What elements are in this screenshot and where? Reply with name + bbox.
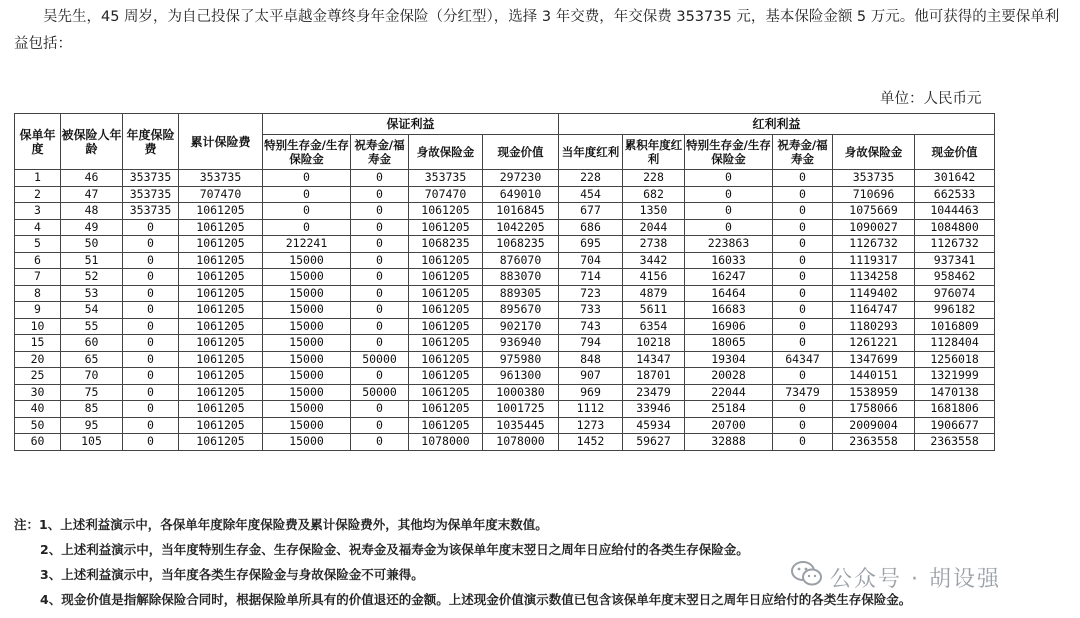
cell-dividend-current: 969: [559, 384, 623, 401]
cell-guaranteed-birthday: 0: [351, 203, 409, 220]
cell-insured-age: 75: [61, 384, 123, 401]
cell-cumulative-premium: 1061205: [179, 368, 263, 385]
cell-dividend-survival: 19304: [685, 351, 773, 368]
cell-dividend-accum: 23479: [623, 384, 685, 401]
cell-insured-age: 52: [61, 269, 123, 286]
cell-guaranteed-birthday: 0: [351, 401, 409, 418]
cell-guaranteed-birthday: 0: [351, 219, 409, 236]
cell-guaranteed-cash: 1068235: [483, 236, 559, 253]
cell-cumulative-premium: 1061205: [179, 417, 263, 434]
cell-guaranteed-cash: 902170: [483, 318, 559, 335]
watermark: [790, 560, 1001, 594]
cell-guaranteed-death: 1061205: [409, 252, 483, 269]
cell-dividend-death: 1119317: [833, 252, 915, 269]
header-guaranteed-birthday: 祝寿金/福寿金: [351, 135, 409, 170]
header-dividend-cash: 现金价值: [915, 135, 995, 170]
cell-dividend-accum: 4879: [623, 285, 685, 302]
cell-dividend-birthday: 0: [773, 417, 833, 434]
cell-guaranteed-death: 1078000: [409, 434, 483, 451]
cell-cumulative-premium: 1061205: [179, 252, 263, 269]
cell-insured-age: 47: [61, 186, 123, 203]
cell-policy-year: 1: [15, 170, 61, 187]
cell-annual-premium: 0: [123, 269, 179, 286]
table-body: [15, 170, 995, 451]
header-dividend-birthday: 祝寿金/福寿金: [773, 135, 833, 170]
cell-annual-premium: 0: [123, 401, 179, 418]
table-row: [15, 351, 995, 368]
cell-policy-year: 25: [15, 368, 61, 385]
cell-dividend-survival: 18065: [685, 335, 773, 352]
cell-policy-year: 7: [15, 269, 61, 286]
cell-dividend-birthday: 0: [773, 269, 833, 286]
cell-insured-age: 53: [61, 285, 123, 302]
cell-dividend-cash: 662533: [915, 186, 995, 203]
header-guaranteed-group: 保证利益: [263, 114, 559, 135]
table-row: [15, 384, 995, 401]
cell-guaranteed-birthday: 0: [351, 186, 409, 203]
cell-dividend-survival: 16906: [685, 318, 773, 335]
cell-dividend-current: 1452: [559, 434, 623, 451]
header-guaranteed-survival: 特别生存金/生存保险金: [263, 135, 351, 170]
cell-guaranteed-cash: 1035445: [483, 417, 559, 434]
cell-guaranteed-birthday: 0: [351, 302, 409, 319]
cell-dividend-accum: 2044: [623, 219, 685, 236]
table-row: [15, 269, 995, 286]
cell-guaranteed-survival: 15000: [263, 384, 351, 401]
cell-cumulative-premium: 1061205: [179, 434, 263, 451]
cell-guaranteed-cash: 889305: [483, 285, 559, 302]
cell-guaranteed-cash: 1000380: [483, 384, 559, 401]
cell-cumulative-premium: 1061205: [179, 219, 263, 236]
cell-guaranteed-death: 353735: [409, 170, 483, 187]
cell-insured-age: 60: [61, 335, 123, 352]
cell-cumulative-premium: 1061205: [179, 318, 263, 335]
cell-insured-age: 70: [61, 368, 123, 385]
cell-policy-year: 10: [15, 318, 61, 335]
cell-guaranteed-birthday: 0: [351, 335, 409, 352]
cell-guaranteed-survival: 15000: [263, 302, 351, 319]
cell-guaranteed-birthday: 0: [351, 318, 409, 335]
cell-dividend-current: 733: [559, 302, 623, 319]
cell-annual-premium: 0: [123, 236, 179, 253]
cell-dividend-current: 228: [559, 170, 623, 187]
cell-dividend-current: 1273: [559, 417, 623, 434]
cell-insured-age: 48: [61, 203, 123, 220]
cell-dividend-death: 2009004: [833, 417, 915, 434]
cell-dividend-death: 1440151: [833, 368, 915, 385]
cell-guaranteed-death: 1068235: [409, 236, 483, 253]
cell-guaranteed-cash: 649010: [483, 186, 559, 203]
header-annual-premium: 年度保险费: [123, 114, 179, 170]
cell-dividend-birthday: 0: [773, 335, 833, 352]
cell-dividend-death: 2363558: [833, 434, 915, 451]
cell-dividend-survival: 16464: [685, 285, 773, 302]
cell-guaranteed-cash: 1042205: [483, 219, 559, 236]
cell-dividend-survival: 0: [685, 186, 773, 203]
cell-dividend-current: 907: [559, 368, 623, 385]
cell-annual-premium: 0: [123, 368, 179, 385]
cell-guaranteed-birthday: 50000: [351, 384, 409, 401]
cell-dividend-cash: 1321999: [915, 368, 995, 385]
cell-dividend-survival: 20700: [685, 417, 773, 434]
header-dividend-current: 当年度红利: [559, 135, 623, 170]
note-item: 3、上述利益演示中，当年度各类生存保险金与身故保险金不可兼得。: [40, 567, 424, 582]
cell-guaranteed-death: 1061205: [409, 318, 483, 335]
table-row: [15, 203, 995, 220]
cell-dividend-current: 454: [559, 186, 623, 203]
cell-guaranteed-birthday: 0: [351, 434, 409, 451]
cell-dividend-birthday: 0: [773, 252, 833, 269]
cell-policy-year: 15: [15, 335, 61, 352]
cell-dividend-cash: 1016809: [915, 318, 995, 335]
cell-guaranteed-birthday: 0: [351, 170, 409, 187]
cell-dividend-accum: 45934: [623, 417, 685, 434]
cell-cumulative-premium: 1061205: [179, 236, 263, 253]
cell-dividend-death: 1180293: [833, 318, 915, 335]
cell-guaranteed-survival: 15000: [263, 318, 351, 335]
cell-guaranteed-survival: 15000: [263, 401, 351, 418]
cell-dividend-cash: 1126732: [915, 236, 995, 253]
cell-dividend-death: 1134258: [833, 269, 915, 286]
cell-dividend-death: 353735: [833, 170, 915, 187]
cell-dividend-current: 723: [559, 285, 623, 302]
benefit-table: [14, 113, 995, 451]
cell-guaranteed-death: 1061205: [409, 401, 483, 418]
unit-label: 单位：人民币元: [880, 91, 982, 107]
table-row: [15, 285, 995, 302]
cell-annual-premium: 353735: [123, 170, 179, 187]
cell-dividend-survival: 16247: [685, 269, 773, 286]
cell-cumulative-premium: 1061205: [179, 302, 263, 319]
cell-guaranteed-cash: 883070: [483, 269, 559, 286]
cell-guaranteed-death: 1061205: [409, 302, 483, 319]
cell-insured-age: 51: [61, 252, 123, 269]
cell-guaranteed-death: 1061205: [409, 219, 483, 236]
table-row: [15, 434, 995, 451]
cell-guaranteed-cash: 876070: [483, 252, 559, 269]
cell-dividend-death: 1347699: [833, 351, 915, 368]
cell-insured-age: 54: [61, 302, 123, 319]
cell-guaranteed-survival: 0: [263, 219, 351, 236]
cell-guaranteed-survival: 15000: [263, 252, 351, 269]
cell-guaranteed-survival: 15000: [263, 351, 351, 368]
cell-guaranteed-survival: 15000: [263, 285, 351, 302]
cell-insured-age: 65: [61, 351, 123, 368]
cell-policy-year: 60: [15, 434, 61, 451]
cell-guaranteed-birthday: 0: [351, 236, 409, 253]
cell-dividend-survival: 20028: [685, 368, 773, 385]
cell-policy-year: 2: [15, 186, 61, 203]
cell-policy-year: 8: [15, 285, 61, 302]
cell-guaranteed-cash: 297230: [483, 170, 559, 187]
table-row: [15, 318, 995, 335]
cell-cumulative-premium: 1061205: [179, 401, 263, 418]
cell-dividend-accum: 33946: [623, 401, 685, 418]
cell-dividend-cash: 2363558: [915, 434, 995, 451]
cell-dividend-current: 686: [559, 219, 623, 236]
cell-guaranteed-survival: 0: [263, 170, 351, 187]
cell-dividend-cash: 1470138: [915, 384, 995, 401]
cell-dividend-birthday: 0: [773, 170, 833, 187]
table-row: [15, 417, 995, 434]
cell-guaranteed-death: 1061205: [409, 335, 483, 352]
cell-dividend-birthday: 64347: [773, 351, 833, 368]
cell-dividend-survival: 0: [685, 219, 773, 236]
cell-guaranteed-cash: 1016845: [483, 203, 559, 220]
cell-dividend-death: 1149402: [833, 285, 915, 302]
note-item: 2、上述利益演示中，当年度特别生存金、生存保险金、祝寿金及福寿金为该保单年度末翌日之周年日应给付的各类生存保险金。: [40, 542, 749, 557]
table-row: [15, 252, 995, 269]
cell-dividend-birthday: 0: [773, 236, 833, 253]
cell-dividend-accum: 682: [623, 186, 685, 203]
cell-annual-premium: 0: [123, 335, 179, 352]
cell-guaranteed-death: 1061205: [409, 269, 483, 286]
cell-cumulative-premium: 1061205: [179, 384, 263, 401]
cell-dividend-birthday: 0: [773, 203, 833, 220]
cell-policy-year: 50: [15, 417, 61, 434]
cell-annual-premium: 0: [123, 252, 179, 269]
header-cumulative-premium: 累计保险费: [179, 114, 263, 170]
cell-dividend-survival: 223863: [685, 236, 773, 253]
cell-dividend-survival: 0: [685, 203, 773, 220]
cell-insured-age: 55: [61, 318, 123, 335]
cell-guaranteed-death: 1061205: [409, 285, 483, 302]
cell-dividend-birthday: 0: [773, 368, 833, 385]
cell-dividend-accum: 2738: [623, 236, 685, 253]
cell-annual-premium: 0: [123, 318, 179, 335]
cell-cumulative-premium: 1061205: [179, 203, 263, 220]
cell-dividend-death: 1538959: [833, 384, 915, 401]
cell-guaranteed-birthday: 0: [351, 252, 409, 269]
cell-dividend-current: 743: [559, 318, 623, 335]
cell-annual-premium: 0: [123, 417, 179, 434]
cell-dividend-death: 1075669: [833, 203, 915, 220]
cell-dividend-cash: 1044463: [915, 203, 995, 220]
cell-guaranteed-cash: 975980: [483, 351, 559, 368]
cell-guaranteed-death: 1061205: [409, 417, 483, 434]
cell-dividend-cash: 976074: [915, 285, 995, 302]
cell-dividend-cash: 1084800: [915, 219, 995, 236]
cell-dividend-current: 714: [559, 269, 623, 286]
table-row: [15, 335, 995, 352]
cell-dividend-current: 1112: [559, 401, 623, 418]
note-item: 注：1、上述利益演示中，各保单年度除年度保险费及累计保险费外，其他均为保单年度末数值。: [14, 517, 548, 532]
cell-dividend-accum: 4156: [623, 269, 685, 286]
cell-dividend-death: 1164747: [833, 302, 915, 319]
header-dividend-survival: 特别生存金/生存保险金: [685, 135, 773, 170]
header-dividend-death: 身故保险金: [833, 135, 915, 170]
cell-guaranteed-birthday: 50000: [351, 351, 409, 368]
cell-policy-year: 6: [15, 252, 61, 269]
cell-dividend-accum: 14347: [623, 351, 685, 368]
cell-dividend-cash: 996182: [915, 302, 995, 319]
intro-paragraph: 吴先生，45 周岁，为自己投保了太平卓越金尊终身年金保险（分红型），选择 3 年交费，年交保费 353735 元，基本保险金额 5 万元。他可获得的主要保单利益包括：: [14, 9, 1060, 52]
cell-guaranteed-birthday: 0: [351, 269, 409, 286]
cell-guaranteed-survival: 15000: [263, 335, 351, 352]
header-guaranteed-cash: 现金价值: [483, 135, 559, 170]
cell-annual-premium: 353735: [123, 186, 179, 203]
wechat-icon: [790, 560, 824, 594]
cell-dividend-current: 677: [559, 203, 623, 220]
header-dividend-group: 红利利益: [559, 114, 995, 135]
cell-cumulative-premium: 1061205: [179, 351, 263, 368]
cell-guaranteed-cash: 895670: [483, 302, 559, 319]
cell-dividend-birthday: 0: [773, 318, 833, 335]
cell-guaranteed-survival: 15000: [263, 417, 351, 434]
cell-dividend-death: 1261221: [833, 335, 915, 352]
cell-policy-year: 9: [15, 302, 61, 319]
cell-cumulative-premium: 1061205: [179, 335, 263, 352]
cell-policy-year: 4: [15, 219, 61, 236]
cell-dividend-birthday: 0: [773, 219, 833, 236]
cell-dividend-death: 710696: [833, 186, 915, 203]
cell-dividend-cash: 1256018: [915, 351, 995, 368]
cell-dividend-accum: 3442: [623, 252, 685, 269]
cell-guaranteed-cash: 936940: [483, 335, 559, 352]
cell-dividend-birthday: 73479: [773, 384, 833, 401]
table-row: [15, 170, 995, 187]
cell-guaranteed-birthday: 0: [351, 417, 409, 434]
cell-guaranteed-survival: 15000: [263, 269, 351, 286]
cell-dividend-current: 848: [559, 351, 623, 368]
cell-policy-year: 30: [15, 384, 61, 401]
table-row: [15, 236, 995, 253]
cell-annual-premium: 0: [123, 384, 179, 401]
cell-dividend-accum: 228: [623, 170, 685, 187]
cell-insured-age: 105: [61, 434, 123, 451]
cell-policy-year: 5: [15, 236, 61, 253]
cell-guaranteed-survival: 15000: [263, 368, 351, 385]
cell-dividend-current: 794: [559, 335, 623, 352]
cell-guaranteed-death: 1061205: [409, 368, 483, 385]
cell-annual-premium: 0: [123, 285, 179, 302]
cell-cumulative-premium: 707470: [179, 186, 263, 203]
cell-dividend-cash: 958462: [915, 269, 995, 286]
cell-dividend-accum: 5611: [623, 302, 685, 319]
cell-dividend-survival: 25184: [685, 401, 773, 418]
cell-guaranteed-birthday: 0: [351, 285, 409, 302]
table-row: [15, 368, 995, 385]
cell-dividend-cash: 1681806: [915, 401, 995, 418]
cell-guaranteed-death: 1061205: [409, 203, 483, 220]
cell-dividend-death: 1126732: [833, 236, 915, 253]
cell-dividend-accum: 6354: [623, 318, 685, 335]
cell-annual-premium: 0: [123, 219, 179, 236]
cell-policy-year: 40: [15, 401, 61, 418]
table-row: [15, 401, 995, 418]
cell-dividend-cash: 301642: [915, 170, 995, 187]
watermark-text: 公众号 · 胡设强: [830, 566, 1001, 592]
header-guaranteed-death: 身故保险金: [409, 135, 483, 170]
cell-annual-premium: 0: [123, 351, 179, 368]
header-insured-age: 被保险人年龄: [61, 114, 123, 170]
cell-guaranteed-survival: 212241: [263, 236, 351, 253]
cell-dividend-birthday: 0: [773, 401, 833, 418]
cell-guaranteed-survival: 15000: [263, 434, 351, 451]
cell-guaranteed-cash: 961300: [483, 368, 559, 385]
cell-insured-age: 50: [61, 236, 123, 253]
cell-dividend-survival: 16033: [685, 252, 773, 269]
cell-annual-premium: 0: [123, 302, 179, 319]
cell-dividend-survival: 0: [685, 170, 773, 187]
cell-dividend-cash: 937341: [915, 252, 995, 269]
cell-guaranteed-cash: 1001725: [483, 401, 559, 418]
cell-dividend-accum: 10218: [623, 335, 685, 352]
cell-dividend-accum: 1350: [623, 203, 685, 220]
cell-cumulative-premium: 1061205: [179, 269, 263, 286]
cell-annual-premium: 353735: [123, 203, 179, 220]
cell-dividend-birthday: 0: [773, 434, 833, 451]
cell-guaranteed-cash: 1078000: [483, 434, 559, 451]
header-dividend-accum: 累积年度红利: [623, 135, 685, 170]
cell-insured-age: 46: [61, 170, 123, 187]
cell-dividend-accum: 59627: [623, 434, 685, 451]
cell-guaranteed-survival: 0: [263, 203, 351, 220]
cell-dividend-current: 704: [559, 252, 623, 269]
cell-dividend-survival: 16683: [685, 302, 773, 319]
table-row: [15, 302, 995, 319]
cell-guaranteed-birthday: 0: [351, 368, 409, 385]
note-item: 4、现金价值是指解除保险合同时，根据保险单所具有的价值退还的金额。上述现金价值演示数值已包含该保单年度末翌日之周年日应给付的各类生存保险金。: [40, 592, 912, 607]
cell-guaranteed-death: 1061205: [409, 351, 483, 368]
cell-dividend-birthday: 0: [773, 186, 833, 203]
table-row: [15, 219, 995, 236]
cell-dividend-death: 1758066: [833, 401, 915, 418]
cell-annual-premium: 0: [123, 434, 179, 451]
cell-dividend-cash: 1128404: [915, 335, 995, 352]
cell-policy-year: 20: [15, 351, 61, 368]
cell-insured-age: 85: [61, 401, 123, 418]
cell-dividend-accum: 18701: [623, 368, 685, 385]
cell-guaranteed-death: 1061205: [409, 384, 483, 401]
cell-dividend-death: 1090027: [833, 219, 915, 236]
cell-insured-age: 95: [61, 417, 123, 434]
table-row: [15, 186, 995, 203]
cell-dividend-survival: 22044: [685, 384, 773, 401]
cell-policy-year: 3: [15, 203, 61, 220]
cell-cumulative-premium: 353735: [179, 170, 263, 187]
cell-dividend-cash: 1906677: [915, 417, 995, 434]
cell-insured-age: 49: [61, 219, 123, 236]
header-policy-year: 保单年度: [15, 114, 61, 170]
cell-dividend-birthday: 0: [773, 302, 833, 319]
cell-dividend-survival: 32888: [685, 434, 773, 451]
cell-cumulative-premium: 1061205: [179, 285, 263, 302]
cell-guaranteed-death: 707470: [409, 186, 483, 203]
cell-dividend-current: 695: [559, 236, 623, 253]
cell-dividend-birthday: 0: [773, 285, 833, 302]
cell-guaranteed-survival: 0: [263, 186, 351, 203]
